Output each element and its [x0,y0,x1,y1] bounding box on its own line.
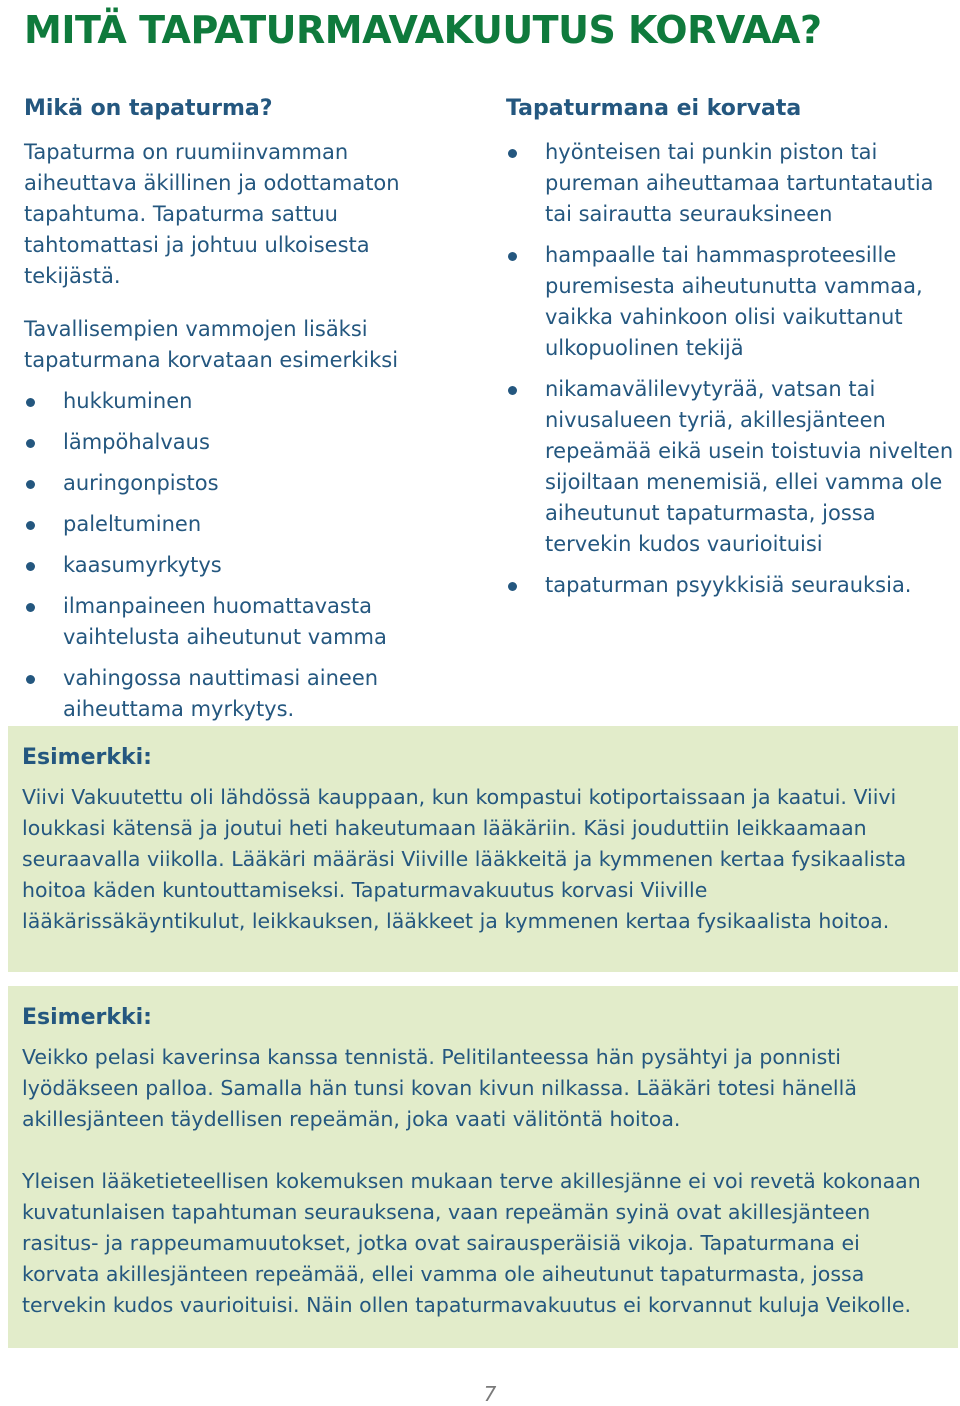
list-item [24,386,464,417]
example-box-2 [8,986,958,1348]
list-item-text: lämpöhalvaus [63,430,210,454]
bullet-icon [26,521,35,530]
example-explanation: Yleisen lääketieteellisen kokemuksen mukaan terve akillesjänne ei voi revetä kokonaan kuvatunlaisen tapahtuman seurauksena, vaan repeämän syinä ovat akillesjänteen rasitus- ja rappeumamuutokset, jotka ovat sairausperäisiä vikoja. Tapaturmana ei korvata akillesjänteen repeämää, ellei vamma ole aiheutunut tapaturmasta, jossa tervekin kudos vaurioituisi. Näin ollen tapaturmavakuutus ei korvannut kuluja Veikolle. [22,1169,921,1317]
example-box-1 [8,726,958,972]
list-item [506,137,954,230]
list-item [506,570,954,601]
not-covered-list [506,137,954,601]
bullet-icon [508,252,517,261]
bullet-icon [508,149,517,158]
list-item-text: hukkuminen [63,389,193,413]
bullet-icon [26,675,35,684]
left-heading: Mikä on tapaturma? [24,96,273,121]
list-item [506,240,954,364]
bullet-icon [508,582,517,591]
intro-text: Tavallisempien vammojen lisäksi tapaturmana korvataan esimerkiksi [24,317,399,372]
list-item-text: hyönteisen tai punkin piston tai pureman aiheuttamaa tartuntatautia tai sairautta seurauksineen [545,140,934,226]
definition-text: Tapaturma on ruumiinvamman aiheuttava äkillinen ja odottamaton tapahtuma. Tapaturma sattuu tahtomattasi ja johtuu ulkoisesta tekijästä. [24,140,400,288]
list-item-text: nikamavälilevytyrää, vatsan tai nivusalueen tyriä, akillesjänteen repeämää eikä usein toistuvia nivelten sijoiltaan menemisiä, ellei vamma ole aiheutunut tapaturmasta, jossa tervekin kudos vaurioituisi [545,377,954,556]
list-item-text: vahingossa nauttimasi aineen aiheuttama myrkytys. [63,666,379,721]
page-number: 7 [483,1382,497,1406]
list-item-text: tapaturman psyykkisiä seurauksia. [545,573,912,597]
bullet-icon [26,398,35,407]
bullet-icon [508,386,517,395]
list-item-text: ilmanpaineen huomattavasta vaihtelusta aiheutunut vamma [63,594,387,649]
list-item [24,591,464,653]
covered-list [24,386,464,725]
bullet-icon [26,603,35,612]
list-item [24,663,464,725]
bullet-icon [26,562,35,571]
left-column [24,137,464,735]
list-item [24,509,464,540]
list-item [24,468,464,499]
list-item-text: hampaalle tai hammasproteesille puremisesta aiheutunutta vammaa, vaikka vahinkoon olisi vaikuttanut ulkopuolinen tekijä [545,243,923,360]
list-item-text: paleltuminen [63,512,202,536]
example-text: Veikko pelasi kaverinsa kanssa tennistä. Pelitilanteessa hän pysähtyi ja ponnisti lyödäkseen palloa. Samalla hän tunsi kovan kivun nilkassa. Lääkäri totesi hänellä akillesjänteen täydellisen repeämän, joka vaati välitöntä hoitoa. [22,1045,857,1131]
list-item [24,427,464,458]
list-item [506,374,954,560]
list-item-text: auringonpistos [63,471,219,495]
list-item [24,550,464,581]
right-heading: Tapaturmana ei korvata [506,96,802,121]
example-text: Viivi Vakuutettu oli lähdössä kauppaan, kun kompastui kotiportaissaan ja kaatui. Viivi loukkasi kätensä ja joutui heti hakeutumaan lääkäriin. Käsi jouduttiin leikkaamaan seuraavalla viikolla. Lääkäri määräsi Viiville lääkkeitä ja kymmenen kertaa fysikaalista hoitoa käden kuntouttamiseksi. Tapaturmavakuutus korvasi Viiville lääkärissäkäyntikulut, leikkauksen, lääkkeet ja kymmenen kertaa fysikaalista hoitoa. [22,785,907,933]
bullet-icon [26,480,35,489]
bullet-icon [26,439,35,448]
example-heading: Esimerkki: [22,745,152,770]
list-item-text: kaasumyrkytys [63,553,222,577]
right-column [506,137,954,611]
example-heading: Esimerkki: [22,1005,152,1030]
page-title: MITÄ TAPATURMAVAKUUTUS KORVAA? [24,8,822,52]
